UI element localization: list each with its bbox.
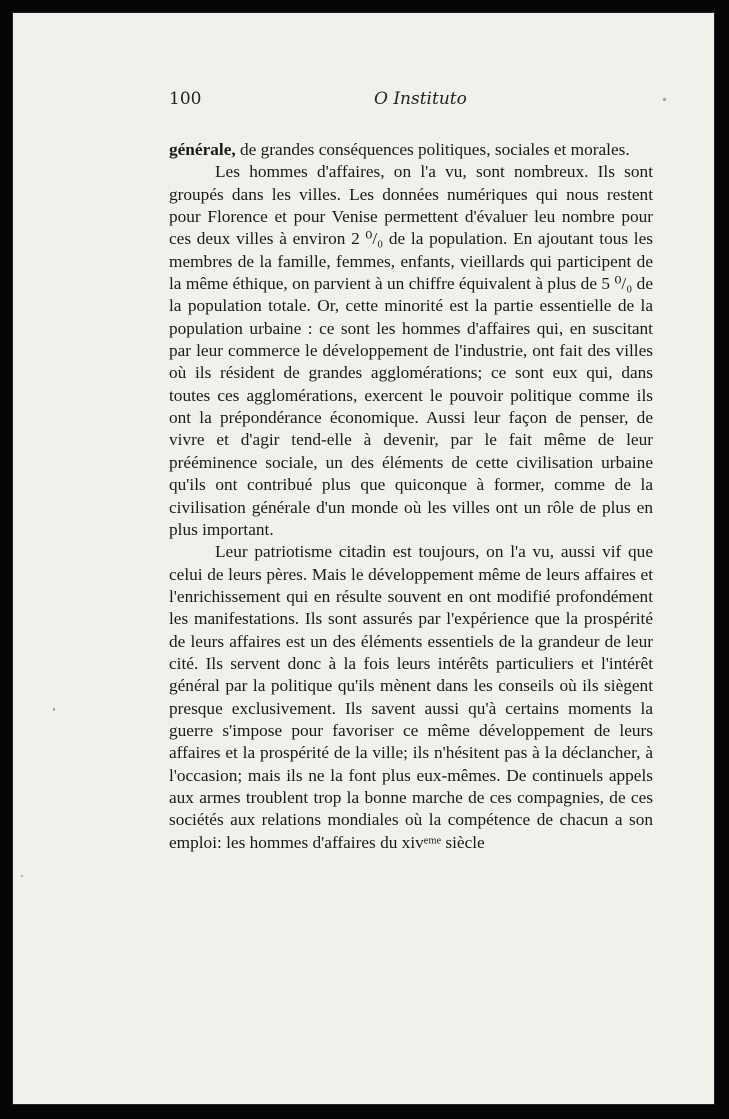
body-text	[169, 139, 653, 854]
paragraph-1	[169, 139, 653, 161]
page-number: 100	[169, 89, 202, 109]
paragraph-2: Les hommes d'affaires, on l'a vu, sont nombreux. Ils sont groupés dans les villes. Les données numériques qui nous restent pour Florence et pour Venise permettent d'évaluer leu nombre pour ces deux villes à environ 2 ⁰/₀ de la population. En ajoutant tous les membres de la famille, femmes, enfants, vieillards qui participent de la même éthique, on parvient à un chiffre équivalent à plus de 5 ⁰/₀ de la population totale. Or, cette minorité est la partie essentielle de la population urbaine : ce sont les hommes d'affaires qui, en suscitant par leur commerce le développement de l'industrie, ont fait des villes où ils résident de grandes agglomérations; ce sont eux qui, dans toutes ces agglomérations, exercent le pouvoir politique comme ils ont la prépondérance économique. Aussi leur façon de penser, de vivre et d'agir tend-elle à devenir, par le fait même de leur prééminence sociale, un des éléments de cette civilisation urbaine qu'ils ont contribué plus que quiconque à former, comme de la civilisation générale d'un monde où les villes ont un rôle de plus en plus important.	[169, 162, 653, 539]
paragraph-3: Leur patriotisme citadin est toujours, on l'a vu, aussi vif que celui de leurs pères. Mais le développement même de leurs affaires et l'enrichissement qui en résulte souvent en ont modifié profondément les manifestations. Ils sont assurés par l'expérience que la prospérité de leurs affaires est un des éléments essentiels de la grandeur de leur cité. Ils servent donc à la fois leurs intérêts particuliers et l'intérêt général par la politique qu'ils mènent dans les conseils où ils siègent presque exclusivement. Ils savent aussi qu'à certains moments la guerre s'impose pour favoriser ce même développement de leurs affaires et la prospérité de la ville; ils n'hésitent pas à la déclancher, à l'occasion; mais ils ne la font plus eux-mêmes. De continuels appels aux armes troublent trop la bonne marche de ces compagnies, de ces sociétés aux relations mondiales où la compétence de chacun a son emploi: les hommes d'affaires du xivᵉᵐᵉ siècle	[169, 542, 653, 852]
running-title: O Instituto	[374, 89, 467, 109]
page-header	[169, 89, 655, 115]
book-page	[12, 12, 715, 1105]
paragraph-1-lead: générale,	[169, 140, 236, 159]
paragraph-1-rest: de grandes conséquences politiques, sociales et morales.	[235, 140, 630, 159]
